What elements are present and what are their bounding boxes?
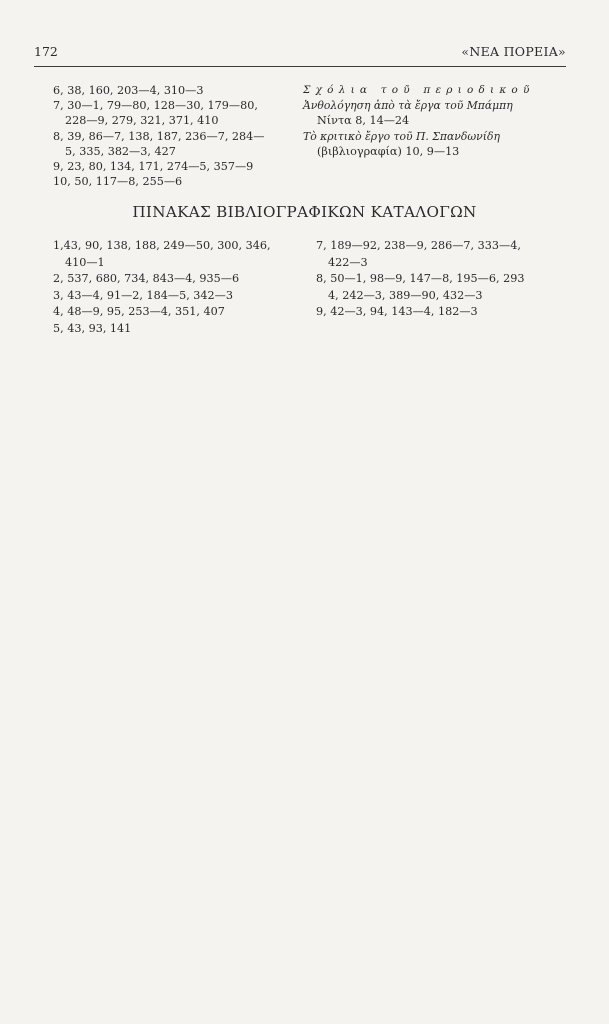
- index-line: 9, 23, 80, 134, 171, 274—5, 357—9: [53, 160, 254, 174]
- top-right-journal-comments: [303, 83, 573, 159]
- index-line: 7, 30—1, 79—80, 128—30, 179—80,: [53, 99, 258, 113]
- index-line: 8, 50—1, 98—9, 147—8, 195—6, 293: [316, 272, 525, 286]
- index-line: 422—3: [328, 255, 368, 269]
- section-heading: ΠΙΝΑΚΑΣ ΒΙΒΛΙΟΓΡΑΦΙΚΩΝ ΚΑΤΑΛΟΓΩΝ: [132, 203, 477, 221]
- page-number: 172: [34, 44, 58, 59]
- page-header: [34, 44, 566, 64]
- comment-entry-line: (βιβλιογραφία) 10, 9—13: [317, 144, 460, 158]
- index-line: 9, 42—3, 94, 143—4, 182—3: [316, 305, 478, 319]
- comment-entry-line: Τὸ κριτικὸ ἔργο τοῦ Π. Σπανδωνίδη: [303, 129, 500, 143]
- bottom-right-index-column: [316, 238, 576, 321]
- index-line: 228—9, 279, 321, 371, 410: [65, 114, 219, 128]
- header-rule: [34, 66, 566, 67]
- running-title: «ΝΕΑ ΠΟΡΕΙΑ»: [461, 44, 566, 59]
- index-line: 5, 43, 93, 141: [53, 321, 132, 335]
- index-line: 3, 43—4, 91—2, 184—5, 342—3: [53, 288, 233, 302]
- top-left-index-column: [53, 83, 293, 189]
- index-line: 5, 335, 382—3, 427: [65, 144, 176, 158]
- comment-entry-line: Ἀνθολόγηση ἀπὸ τὰ ἔργα τοῦ Μπάμπη: [303, 99, 513, 113]
- index-line: 8, 39, 86—7, 138, 187, 236—7, 284—: [53, 129, 265, 143]
- comments-title: Σχόλια τοῦ περιοδικοῦ: [303, 84, 535, 96]
- comment-entry-line: Νίντα 8, 14—24: [317, 114, 410, 128]
- index-line: 4, 242—3, 389—90, 432—3: [328, 288, 483, 302]
- index-line: 1,43, 90, 138, 188, 249—50, 300, 346,: [53, 239, 271, 252]
- index-line: 7, 189—92, 238—9, 286—7, 333—4,: [316, 239, 521, 252]
- index-line: 2, 537, 680, 734, 843—4, 935—6: [53, 272, 240, 286]
- index-line: 4, 48—9, 95, 253—4, 351, 407: [53, 305, 225, 319]
- bottom-left-index-column: [53, 238, 303, 338]
- index-line: 6, 38, 160, 203—4, 310—3: [53, 84, 204, 97]
- index-line: 10, 50, 117—8, 255—6: [53, 175, 183, 189]
- index-line: 410—1: [65, 255, 105, 269]
